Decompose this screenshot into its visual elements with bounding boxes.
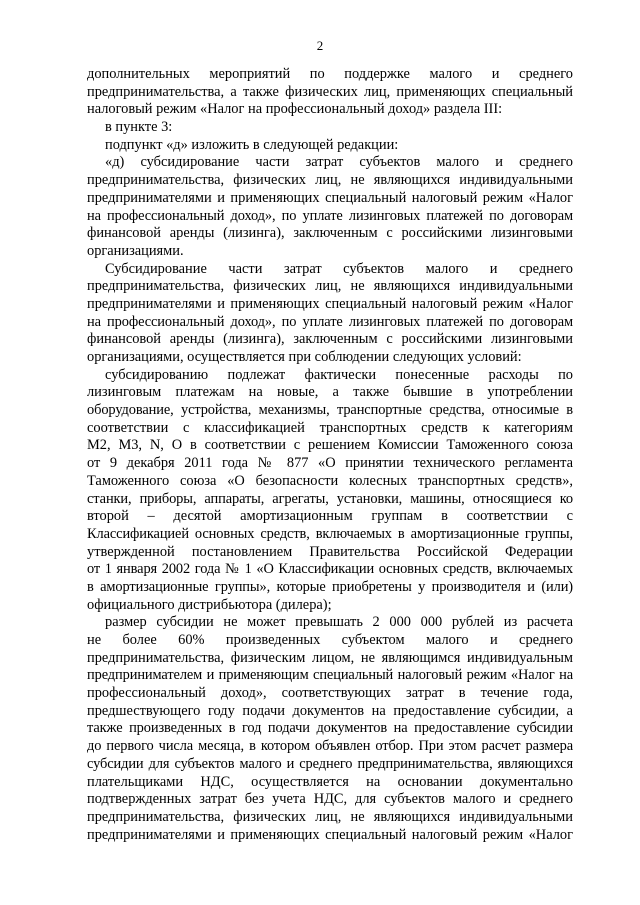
- text-line: предпринимательства, физических лиц, не являющихся индивидуальными: [87, 172, 573, 189]
- text-line: дополнительных мероприятий по поддержке малого и среднего: [87, 66, 573, 82]
- text-line: профессиональный доход», соответствующих затрат в течение года,: [87, 685, 573, 702]
- text-line: субсидии для субъектов малого и среднего предпринимательства, являющихся: [87, 755, 573, 772]
- text-line: оборудование, устройства, механизмы, транспортные средства, относимые в: [87, 402, 573, 419]
- text-line: предшествующего году подачи документов на предоставление субсидии, а: [87, 702, 573, 719]
- text-line: также произведенных в год подачи документов на предоставление субсидии: [87, 720, 573, 737]
- text-line: финансовой аренды (лизинга), заключенным с российскими лизинговыми: [87, 225, 573, 242]
- text-line: до первого числа месяца, в котором объявлен отбор. При этом расчет размера: [87, 738, 573, 755]
- text-line: соответствии с классификацией транспортных средств к категориям: [87, 419, 573, 436]
- text-line: не более 60% произведенных субъектом малого и среднего: [87, 632, 573, 648]
- text-line: организациями.: [87, 242, 184, 259]
- text-line: от 9 декабря 2011 года № 877 «О принятии технического регламента: [87, 455, 573, 472]
- text-line: подпункт «д» изложить в следующей редакции:: [105, 136, 399, 153]
- text-line: официального дистрибьютора (дилера);: [87, 596, 332, 613]
- page-number: 2: [316, 38, 324, 53]
- text-line: предпринимательства, физических лиц, не являющихся индивидуальными: [87, 278, 573, 295]
- text-line: предпринимателями и применяющих специальный налоговый режим «Налог: [87, 189, 573, 206]
- text-line: на профессиональный доход», по уплате лизинговых платежей по договорам: [87, 313, 573, 330]
- text-line: предпринимательства, а также физических лиц, применяющих специальный: [87, 83, 573, 100]
- text-line: М2, М3, N, О в соответствии с решением Комиссии Таможенного союза: [87, 437, 573, 454]
- text-line: организациями, осуществляется при соблюдении следующих условий:: [87, 349, 522, 365]
- text-line: на профессиональный доход», по уплате лизинговых платежей по договорам: [87, 207, 573, 224]
- text-line: утвержденной постановлением Правительства Российской Федерации: [87, 543, 573, 560]
- text-line: в пункте 3:: [105, 119, 173, 136]
- body-text: [87, 66, 573, 844]
- text-line: финансовой аренды (лизинга), заключенным с российскими лизинговыми: [87, 331, 573, 348]
- text-line: предпринимателями и применяющих специальный налоговый режим «Налог: [87, 826, 573, 843]
- text-line: размер субсидии не может превышать 2 000 000 рублей из расчета: [105, 614, 573, 631]
- text-line: подтвержденных затрат без учета НДС, для субъектов малого и среднего: [87, 791, 573, 808]
- text-line: Таможенного союза «О безопасности колесных транспортных средств»,: [87, 472, 573, 489]
- text-line: «д) субсидирование части затрат субъектов малого и среднего: [105, 154, 573, 171]
- text-line: лизинговым платежам на новые, а также бывшие в употреблении: [87, 384, 573, 401]
- text-line: от 1 января 2002 года № 1 «О Классификации основных средств, включаемых: [87, 561, 573, 578]
- text-line: предпринимателем и применяющим специальный налоговый режим «Налог на: [87, 667, 573, 684]
- text-line: второй – десятой амортизационным группам в соответствии с: [87, 508, 573, 525]
- text-line: в амортизационные группы», которые приобретены у производителя и (или): [87, 578, 573, 595]
- text-line: предпринимателями и применяющих специальный налоговый режим «Налог: [87, 295, 573, 312]
- text-line: Субсидирование части затрат субъектов малого и среднего: [105, 260, 573, 277]
- text-line: предпринимательства, физическим лицом, не являющимся индивидуальным: [87, 649, 573, 666]
- text-line: субсидированию подлежат фактически понесенные расходы по: [105, 366, 573, 383]
- text-line: Классификацией основных средств, включаемых в амортизационные группы,: [87, 525, 573, 542]
- text-line: предпринимательства, физических лиц, не являющихся индивидуальными: [87, 808, 573, 825]
- text-line: плательщиками НДС, осуществляется на основании документально: [87, 773, 573, 790]
- text-line: налоговый режим «Налог на профессиональный доход» раздела III:: [87, 101, 503, 118]
- text-line: станки, приборы, аппараты, агрегаты, установки, машины, относящиеся ко: [87, 490, 573, 507]
